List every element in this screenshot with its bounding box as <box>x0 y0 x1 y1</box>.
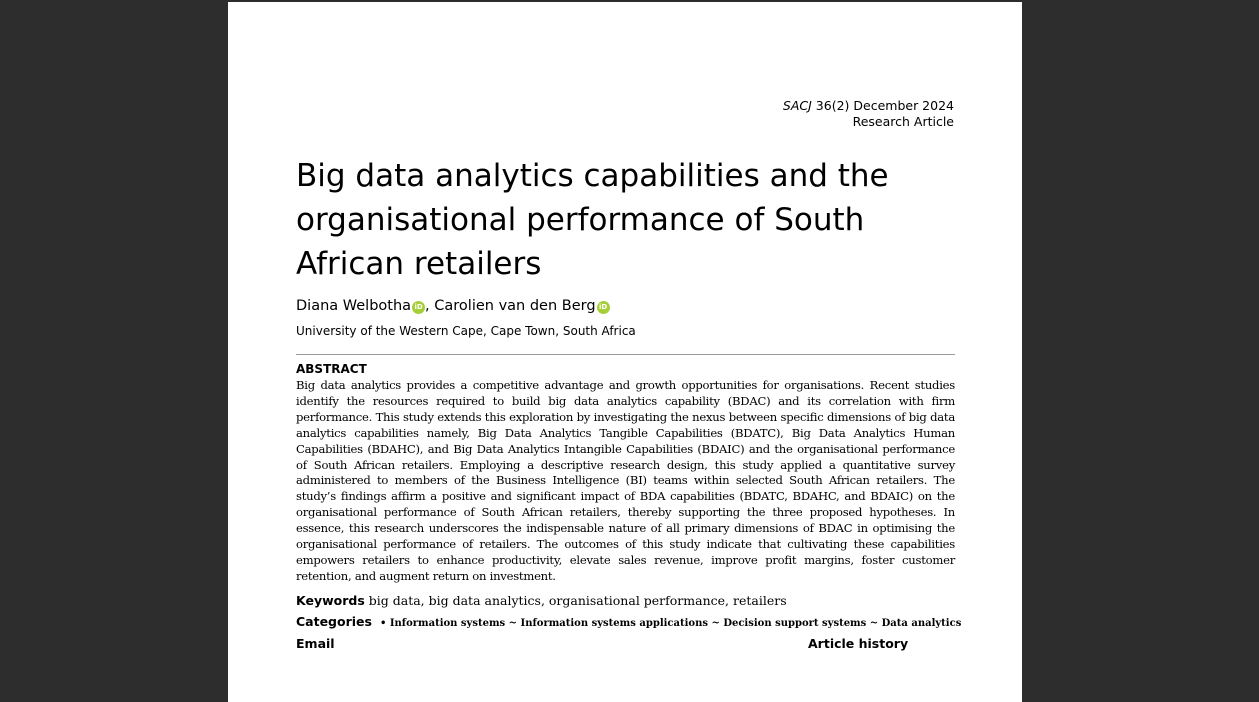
abstract-text: Big data analytics provides a competitive advantage and growth opportunities for organisations. Recent studies identify the resources required to build big data analytics capability (BDAC) and its correlation with firm performance. This study extends this exploration by investigating the nexus between specific dimensions of big data analytics capabilities namely, Big Data Analytics Tangible Capabilities (BDATC), Big Data Analytics Human Capabilities (BDAHC), and Big Data Analytics Intangible Capabilities (BDAIC) and the organisational performance of South African retailers. Employing a descriptive research design, this study applied a quantitative survey administered to members of the Business Intelligence (BI) teams within selected South African retailers. The study’s findings affirm a positive and significant impact of BDA capabilities (BDATC, BDAHC, and BDAIC) on the organisational performance of South African retailers, thereby supporting the three proposed hypotheses. In essence, this research underscores the indispensable nature of all primary dimensions of BDAC in optimising the organisational performance of retailers. The outcomes of this study indicate that cultivating these capabilities empowers retailers to enhance productivity, elevate sales revenue, improve profit margins, foster customer retention, and augment return on investment. <box>296 378 955 583</box>
author-name: Diana Welbotha <box>296 298 412 314</box>
journal-name: SACJ <box>782 98 812 113</box>
author-list <box>296 296 610 316</box>
author-separator: , <box>425 298 435 314</box>
categories-value: • Information systems ~ Information systems applications ~ Decision support systems ~ Data analytics <box>379 618 962 629</box>
orcid-icon[interactable]: iD <box>597 301 610 314</box>
categories-label: Categories <box>296 614 372 629</box>
affiliation: University of the Western Cape, Cape Town, South Africa <box>296 324 636 338</box>
journal-header <box>783 98 954 130</box>
email-label: Email <box>296 636 335 651</box>
keywords-line <box>296 592 787 609</box>
document-page <box>228 2 1022 702</box>
abstract-heading: ABSTRACT <box>296 362 367 376</box>
divider <box>296 354 955 355</box>
keywords-value: big data, big data analytics, organisational performance, retailers <box>368 593 787 608</box>
orcid-icon[interactable]: iD <box>412 301 425 314</box>
paper-title: Big data analytics capabilities and the organisational performance of South African retailers <box>296 158 889 282</box>
journal-issue: 36(2) December 2024 <box>815 98 954 113</box>
author-name: Carolien van den Berg <box>434 298 596 314</box>
article-history-label: Article history <box>808 636 909 651</box>
keywords-label: Keywords <box>296 593 365 608</box>
article-type: Research Article <box>852 114 954 129</box>
journal-citation <box>783 98 954 114</box>
categories-line <box>296 613 961 632</box>
